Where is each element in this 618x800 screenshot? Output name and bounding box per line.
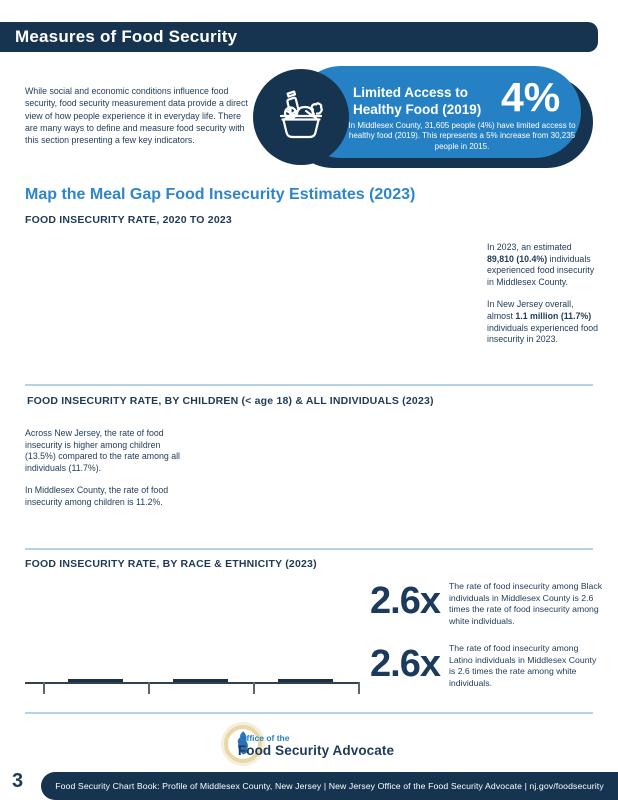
trend-note-2-pre: In New Jersey overall, almost (487, 299, 574, 321)
trend-note-2-bold: 1.1 million (11.7%) (515, 310, 592, 321)
footer-logo-text (238, 731, 394, 758)
badge-title (353, 84, 481, 118)
badge-description: In Middlesex County, 31,605 people (4%) have limited access to healthy food (2019). This represents a 5% increase from 30,235 people in 2015. (348, 121, 576, 151)
intro-paragraph: While social and economic conditions influence food security, food security measurement data provide a direct view of how people experience it in everyday life. There are many ways to define and measure food security with this section presenting a few key indicators. (25, 86, 248, 146)
subhead-rate-children: FOOD INSECURITY RATE, BY CHILDREN (< age 18) & ALL INDIVIDUALS (2023) (27, 395, 434, 407)
stat-value-latino: 2.6x (370, 643, 440, 685)
stat-value-black: 2.6x (370, 580, 440, 622)
badge-title-line1: Limited Access to (353, 85, 469, 100)
trend-note-2-post: individuals experienced food insecurity in 2023. (487, 322, 599, 345)
race-chart-axis (25, 676, 360, 696)
trend-note-1-bold: 89,810 (10.4%) (487, 253, 548, 264)
stat-text-black: The rate of food insecurity among Black individuals in Middlesex County is 2.6 times the rate of food insecurity among white individuals. (449, 581, 603, 626)
logo-food-security-advocate: Food Security Advocate (237, 742, 395, 758)
chart-area-children (195, 415, 590, 540)
limited-access-badge (253, 66, 593, 168)
chart-area-race (25, 575, 360, 675)
section-divider (25, 384, 593, 386)
trend-note-1 (487, 242, 600, 288)
subhead-rate-2020-2023: FOOD INSECURITY RATE, 2020 TO 2023 (25, 214, 232, 226)
page-number: 3 (12, 770, 24, 792)
page-header-bar (0, 22, 598, 52)
children-note-1: Across New Jersey, the rate of food insecurity is higher among children (13.5%) compared to the rate among all individuals (11.7%). (25, 428, 181, 473)
section-divider (25, 548, 593, 550)
badge-icon-circle (253, 69, 349, 165)
race-chart-axis-tick (253, 682, 255, 694)
chart-area-trend (25, 232, 470, 377)
page-title: Measures of Food Security (15, 27, 238, 46)
race-chart-axis-tick (358, 682, 360, 694)
footer-logo (0, 720, 618, 768)
grocery-basket-icon (273, 87, 329, 148)
logo-office-of-the: Office of the (239, 732, 290, 743)
race-chart-axis-line (25, 682, 360, 684)
section-heading-map-meal-gap: Map the Meal Gap Food Insecurity Estimates (2023) (25, 186, 416, 203)
subhead-rate-race: FOOD INSECURITY RATE, BY RACE & ETHNICITY (2023) (25, 558, 317, 570)
trend-note-1-post: individuals experienced food insecurity in Middlesex County. (487, 253, 595, 287)
trend-note-1-pre: In 2023, an estimated (487, 242, 572, 252)
badge-value: 4% (501, 74, 561, 120)
trend-note-2 (487, 299, 600, 345)
children-note-2: In Middlesex County, the rate of food insecurity among children is 11.2%. (25, 485, 169, 507)
trend-note-column (487, 242, 600, 346)
footer-bar-text: Food Security Chart Book: Profile of Middlesex County, New Jersey | New Jersey Office of the Food Security Advocate | nj.gov/foodsecurity (55, 781, 604, 791)
stat-text-latino: The rate of food insecurity among Latino individuals in Middlesex County is 2.6 times the rate among white individuals. (449, 643, 597, 688)
footer-bar (41, 772, 618, 800)
race-chart-axis-tick (148, 682, 150, 694)
children-note-column (25, 428, 180, 509)
badge-title-line2: Healthy Food (2019) (353, 102, 482, 117)
section-divider (25, 712, 593, 714)
race-chart-axis-tick (43, 682, 45, 694)
